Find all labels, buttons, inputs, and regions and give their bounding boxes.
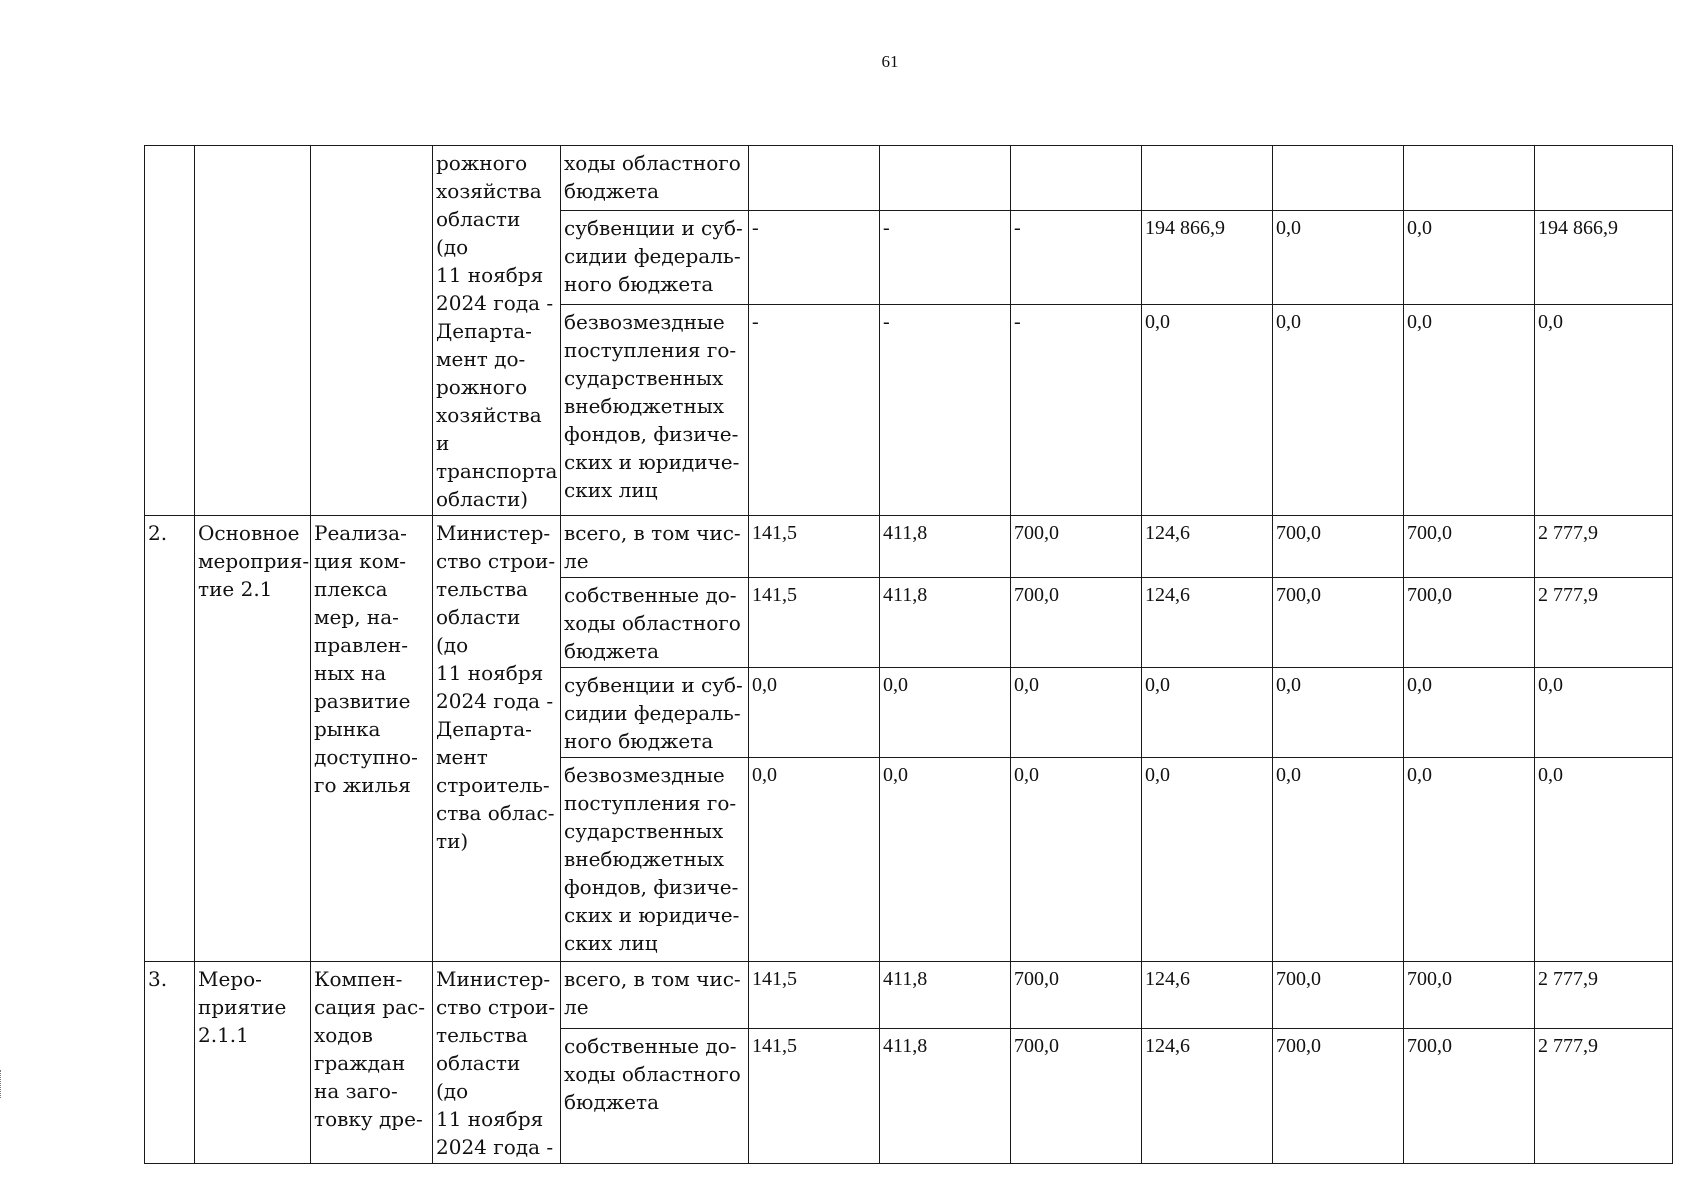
row-number-cell: 3. bbox=[145, 962, 195, 1164]
value-cell: 0,0 bbox=[1273, 668, 1404, 758]
value-cell: - bbox=[880, 304, 1011, 515]
value-cell bbox=[1142, 146, 1273, 211]
value-cell: 0,0 bbox=[1142, 668, 1273, 758]
value-cell: - bbox=[1011, 210, 1142, 304]
funding-source-cell: субвенции и суб- сидии федераль- ного бюджета bbox=[561, 668, 749, 758]
value-cell: 700,0 bbox=[1404, 516, 1535, 578]
measure-name-cell bbox=[195, 146, 311, 516]
value-cell bbox=[1404, 146, 1535, 211]
value-cell: 0,0 bbox=[1535, 304, 1673, 515]
table-row bbox=[145, 516, 1673, 578]
measure-name-cell: Основное мероприя- тие 2.1 bbox=[195, 516, 311, 962]
value-cell: 0,0 bbox=[1142, 304, 1273, 515]
value-cell: 411,8 bbox=[880, 1029, 1011, 1164]
value-cell: 2 777,9 bbox=[1535, 578, 1673, 668]
executor-cell: Министер- ство строи- тельства области (до 11 ноября 2024 года - bbox=[433, 962, 561, 1164]
funding-source-cell: ходы областного бюджета bbox=[561, 146, 749, 211]
value-cell: - bbox=[880, 210, 1011, 304]
budget-table-body bbox=[145, 146, 1673, 1164]
value-cell bbox=[1011, 146, 1142, 211]
value-cell bbox=[1273, 146, 1404, 211]
page-number: 61 bbox=[881, 52, 899, 71]
funding-source-cell: субвенции и суб- сидии федераль- ного бюджета bbox=[561, 210, 749, 304]
value-cell: 194 866,9 bbox=[1142, 210, 1273, 304]
value-cell: 700,0 bbox=[1404, 1029, 1535, 1164]
value-cell: 700,0 bbox=[1011, 1029, 1142, 1164]
value-cell: 0,0 bbox=[1011, 758, 1142, 962]
value-cell: 0,0 bbox=[1142, 758, 1273, 962]
measure-description-cell: Реализа- ция ком- плекса мер, на- правлен- ных на развитие рынка доступно- го жилья bbox=[311, 516, 433, 962]
value-cell: 0,0 bbox=[1404, 668, 1535, 758]
value-cell: 0,0 bbox=[1273, 210, 1404, 304]
value-cell: 700,0 bbox=[1404, 578, 1535, 668]
value-cell: 0,0 bbox=[1273, 758, 1404, 962]
value-cell: 0,0 bbox=[1273, 304, 1404, 515]
funding-source-cell: всего, в том чис- ле bbox=[561, 962, 749, 1029]
value-cell: 124,6 bbox=[1142, 1029, 1273, 1164]
value-cell: 411,8 bbox=[880, 578, 1011, 668]
value-cell: 0,0 bbox=[1535, 668, 1673, 758]
value-cell: 0,0 bbox=[880, 758, 1011, 962]
value-cell: 0,0 bbox=[1404, 304, 1535, 515]
value-cell bbox=[749, 146, 880, 211]
value-cell: 700,0 bbox=[1273, 1029, 1404, 1164]
value-cell bbox=[1535, 146, 1673, 211]
value-cell: - bbox=[749, 210, 880, 304]
value-cell: 141,5 bbox=[749, 1029, 880, 1164]
table-row bbox=[145, 146, 1673, 211]
value-cell: 700,0 bbox=[1011, 962, 1142, 1029]
value-cell: 700,0 bbox=[1273, 578, 1404, 668]
executor-cell: Министер- ство строи- тельства области (до 11 ноября 2024 года - Департа- мент строитель- ства облас- ти) bbox=[433, 516, 561, 962]
value-cell: 700,0 bbox=[1273, 962, 1404, 1029]
value-cell: 0,0 bbox=[749, 758, 880, 962]
value-cell: 700,0 bbox=[1273, 516, 1404, 578]
value-cell bbox=[880, 146, 1011, 211]
value-cell: 124,6 bbox=[1142, 578, 1273, 668]
value-cell: 411,8 bbox=[880, 962, 1011, 1029]
scan-margin-mark bbox=[0, 1070, 4, 1098]
budget-table bbox=[144, 145, 1673, 1164]
value-cell: 700,0 bbox=[1011, 578, 1142, 668]
funding-source-cell: всего, в том чис- ле bbox=[561, 516, 749, 578]
value-cell: 0,0 bbox=[880, 668, 1011, 758]
executor-cell: рожного хозяйства области (до 11 ноября 2024 года - Департа- мент до- рожного хозяйства и транспорта области) bbox=[433, 146, 561, 516]
row-number-cell bbox=[145, 146, 195, 516]
funding-source-cell: собственные до- ходы областного бюджета bbox=[561, 578, 749, 668]
value-cell: 0,0 bbox=[1535, 758, 1673, 962]
measure-name-cell: Меро- приятие 2.1.1 bbox=[195, 962, 311, 1164]
funding-source-cell: безвозмездные поступления го- сударственных внебюджетных фондов, физиче- ских и юридиче- ских лиц bbox=[561, 758, 749, 962]
value-cell: 0,0 bbox=[749, 668, 880, 758]
value-cell: 0,0 bbox=[1011, 668, 1142, 758]
row-number-cell: 2. bbox=[145, 516, 195, 962]
value-cell: 700,0 bbox=[1011, 516, 1142, 578]
table-row bbox=[145, 962, 1673, 1029]
value-cell: 141,5 bbox=[749, 516, 880, 578]
value-cell: 2 777,9 bbox=[1535, 962, 1673, 1029]
measure-description-cell bbox=[311, 146, 433, 516]
value-cell: 2 777,9 bbox=[1535, 516, 1673, 578]
value-cell: 124,6 bbox=[1142, 962, 1273, 1029]
value-cell: 0,0 bbox=[1404, 758, 1535, 962]
value-cell: 124,6 bbox=[1142, 516, 1273, 578]
value-cell: 2 777,9 bbox=[1535, 1029, 1673, 1164]
value-cell: 194 866,9 bbox=[1535, 210, 1673, 304]
value-cell: - bbox=[1011, 304, 1142, 515]
funding-source-cell: безвозмездные поступления го- сударственных внебюджетных фондов, физиче- ских и юридиче- ских лиц bbox=[561, 304, 749, 515]
measure-description-cell: Компен- сация рас- ходов граждан на заго- товку дре- bbox=[311, 962, 433, 1164]
value-cell: 411,8 bbox=[880, 516, 1011, 578]
value-cell: - bbox=[749, 304, 880, 515]
value-cell: 700,0 bbox=[1404, 962, 1535, 1029]
value-cell: 141,5 bbox=[749, 578, 880, 668]
value-cell: 0,0 bbox=[1404, 210, 1535, 304]
value-cell: 141,5 bbox=[749, 962, 880, 1029]
funding-source-cell: собственные до- ходы областного бюджета bbox=[561, 1029, 749, 1164]
